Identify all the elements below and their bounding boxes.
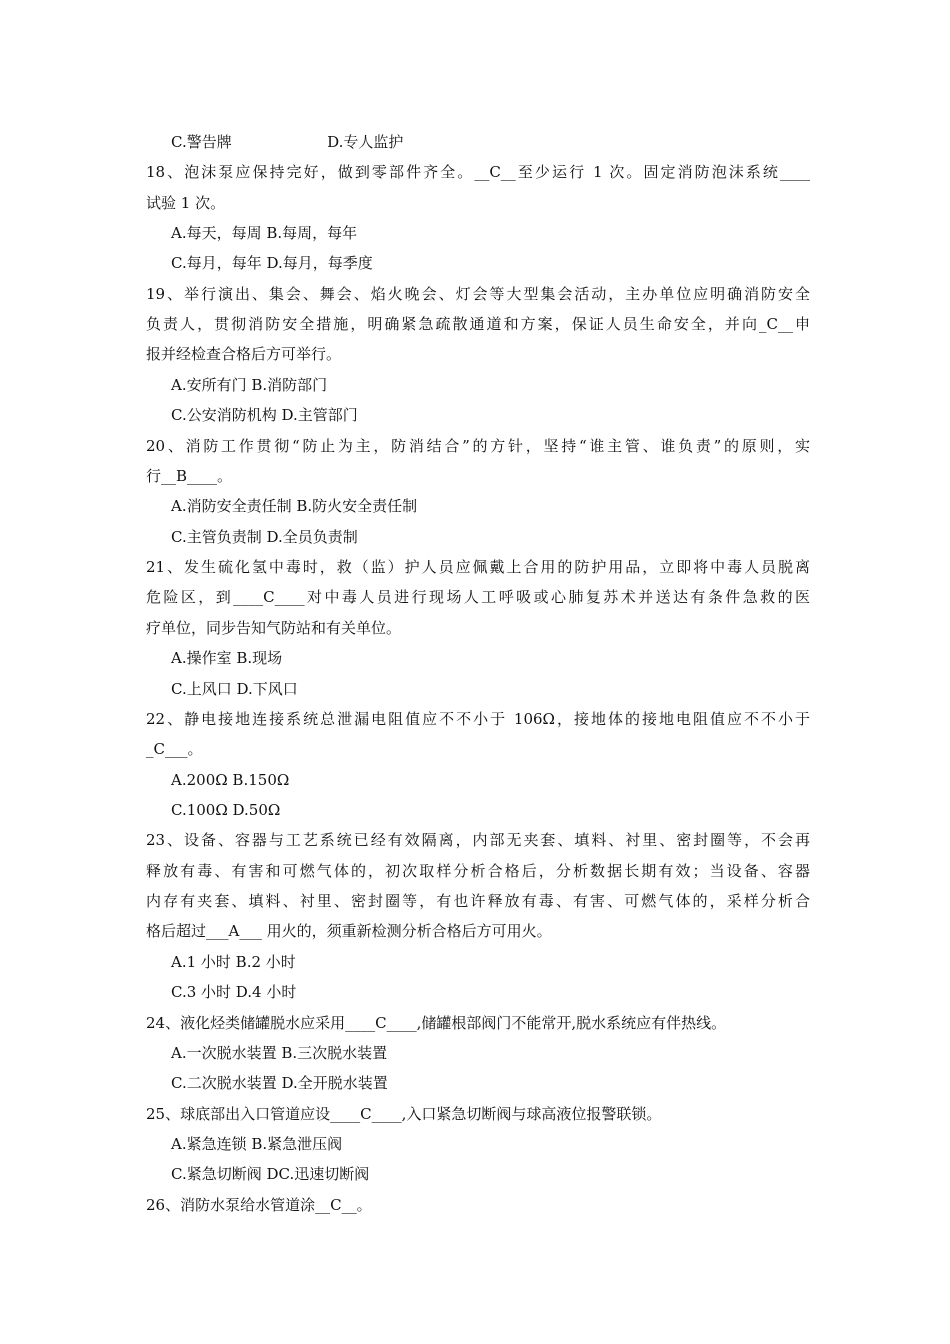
option-line: A.安所有门 B.消防部门 [171, 376, 328, 394]
option-line: C.100Ω D.50Ω [171, 801, 281, 819]
option-line: A.1 小时 B.2 小时 [171, 953, 296, 971]
option-line: C.二次脱水装置 D.全开脱水装置 [171, 1074, 388, 1092]
question-26-line: 26、消防水泵给水管道涂__C__。 [146, 1196, 372, 1214]
option-line: A.每天，每周 B.每周，每年 [171, 224, 358, 242]
question-21-line: 危险区，到____C____对中毒人员进行现场人工呼吸或心肺复苏术并送达有条件急救的医 [146, 588, 810, 606]
option-line: A.紧急连锁 B.紧急泄压阀 [171, 1135, 343, 1153]
option-line: C.每月，每年 D.每月，每季度 [171, 254, 373, 272]
question-21-line: 疗单位，同步告知气防站和有关单位。 [146, 619, 402, 637]
question-22-line: 22、静电接地连接系统总泄漏电阻值应不不小于 106Ω，接地体的接地电阻值应不不小于 [146, 710, 810, 728]
option-line: C.主管负责制 D.全员负责制 [171, 528, 358, 546]
question-20-line: 20、消防工作贯彻“防止为主，防消结合”的方针，坚持“谁主管、谁负责”的原则，实 [146, 437, 810, 455]
option-line: C.紧急切断阀 DC.迅速切断阀 [171, 1165, 370, 1183]
question-19-line: 19、举行演出、集会、舞会、焰火晚会、灯会等大型集会活动，主办单位应明确消防安全 [146, 285, 810, 303]
question-18-line: 试验 1 次。 [146, 194, 226, 212]
question-21-line: 21、发生硫化氢中毒时，救（监）护人员应佩戴上合用的防护用品，立即将中毒人员脱离 [146, 558, 810, 576]
option-line: C.上风口 D.下风口 [171, 680, 298, 698]
question-23-line: 格后超过___A___ 用火的，须重新检测分析合格后方可用火。 [146, 922, 552, 940]
question-20-line: 行__B____。 [146, 467, 233, 485]
question-23-line: 23、设备、容器与工艺系统已经有效隔离，内部无夹套、填料、衬里、密封圈等，不会再 [146, 831, 810, 849]
question-22-line: _C___。 [146, 740, 203, 758]
option-line: A.200Ω B.150Ω [171, 771, 290, 789]
question-19-line: 负责人，贯彻消防安全措施，明确紧急疏散通道和方案，保证人员生命安全，并向_C__申 [146, 315, 810, 333]
question-23-line: 释放有毒、有害和可燃气体的，初次取样分析合格后，分析数据长期有效；当设备、容器 [146, 862, 810, 880]
question-19-line: 报并经检查合格后方可举行。 [146, 345, 342, 363]
option-line: C.3 小时 D.4 小时 [171, 983, 297, 1001]
question-18-line: 18、泡沫泵应保持完好，做到零部件齐全。__C__至少运行 1 次。固定消防泡沫系统____ [146, 163, 810, 181]
option-line: A.一次脱水装置 B.三次脱水装置 [171, 1044, 388, 1062]
option-line: C.公安消防机构 D.主管部门 [171, 406, 358, 424]
option-line: A.消防安全责任制 B.防火安全责任制 [171, 497, 418, 515]
question-23-line: 内存有夹套、填料、衬里、密封圈等，有也许释放有毒、有害、可燃气体的，采样分析合 [146, 892, 810, 910]
question-25-line: 25、球底部出入口管道应设____C____,入口紧急切断阀与球高液位报警联锁。 [146, 1105, 662, 1123]
question-24-line: 24、液化烃类储罐脱水应采用____C____,储罐根部阀门不能常开,脱水系统应有伴热线。 [146, 1014, 727, 1032]
option-line: A.操作室 B.现场 [171, 649, 283, 667]
option-line: C.警告牌 D.专人监护 [171, 133, 404, 151]
